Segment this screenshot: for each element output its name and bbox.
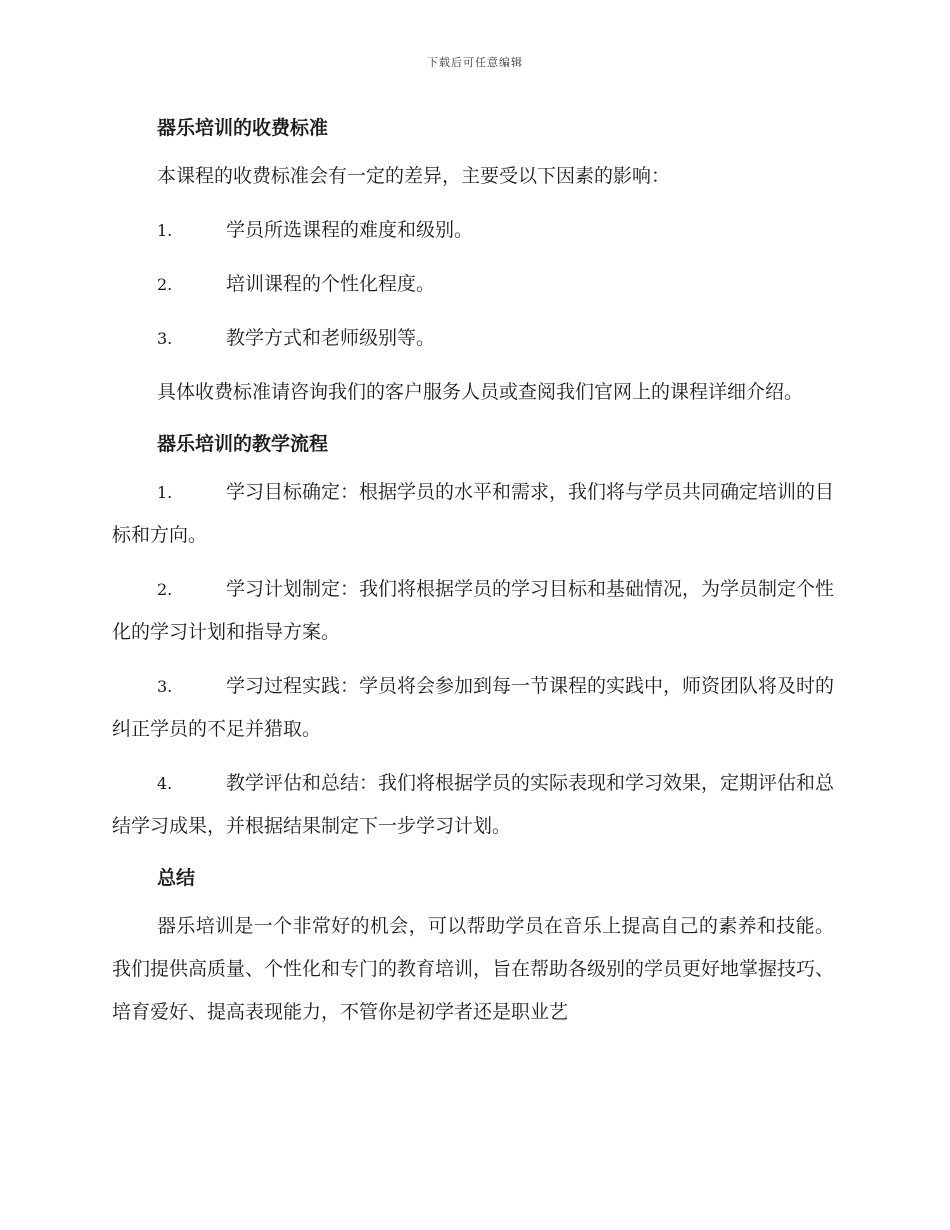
list-item-number: 2. bbox=[157, 275, 173, 294]
list-item bbox=[112, 568, 834, 654]
list-item-text: 学习过程实践：学员将会参加到每一节课程的实践中，师资团队将及时的纠正学员的不足并猎取。 bbox=[112, 675, 835, 740]
list-item-text: 学习计划制定：我们将根据学员的学习目标和基础情况，为学员制定个性化的学习计划和指导方案。 bbox=[112, 578, 835, 643]
list-item bbox=[112, 762, 834, 848]
summary-body: 器乐培训是一个非常好的机会，可以帮助学员在音乐上提高自己的素养和技能。我们提供高质量、个性化和专门的教育培训，旨在帮助各级别的学员更好地掌握技巧、培育爱好、提高表现能力，不管你是初学者还是职业艺 bbox=[112, 915, 835, 1023]
list-item-number: 3. bbox=[157, 677, 173, 696]
fees-intro: 本课程的收费标准会有一定的差异，主要受以下因素的影响： bbox=[157, 165, 671, 187]
list-item-text: 学员所选课程的难度和级别。 bbox=[226, 219, 474, 241]
list-item bbox=[112, 209, 834, 252]
section-heading-fees: 器乐培训的收费标准 bbox=[157, 117, 329, 139]
list-item-text: 培训课程的个性化程度。 bbox=[226, 273, 436, 295]
list-item-text: 学习目标确定：根据学员的水平和需求，我们将与学员共同确定培训的目标和方向。 bbox=[112, 481, 835, 546]
list-item-number: 2. bbox=[157, 580, 173, 599]
list-item-number: 1. bbox=[157, 221, 173, 240]
section-heading-process: 器乐培训的教学流程 bbox=[157, 433, 329, 455]
list-item-text: 教学方式和老师级别等。 bbox=[226, 327, 436, 349]
header-note: 下载后可任意编辑 bbox=[427, 56, 523, 69]
list-item bbox=[112, 471, 834, 557]
list-item-number: 3. bbox=[157, 329, 173, 348]
list-item-number: 1. bbox=[157, 483, 173, 502]
list-item bbox=[112, 665, 834, 751]
list-item bbox=[112, 317, 834, 360]
list-item bbox=[112, 263, 834, 306]
list-item-number: 4. bbox=[157, 774, 173, 793]
section-heading-summary: 总结 bbox=[157, 867, 196, 889]
document-content bbox=[112, 112, 834, 1034]
fees-outro: 具体收费标准请咨询我们的客户服务人员或查阅我们官网上的课程详细介绍。 bbox=[157, 381, 804, 403]
list-item-text: 教学评估和总结：我们将根据学员的实际表现和学习效果，定期评估和总结学习成果，并根据结果制定下一步学习计划。 bbox=[112, 772, 835, 837]
